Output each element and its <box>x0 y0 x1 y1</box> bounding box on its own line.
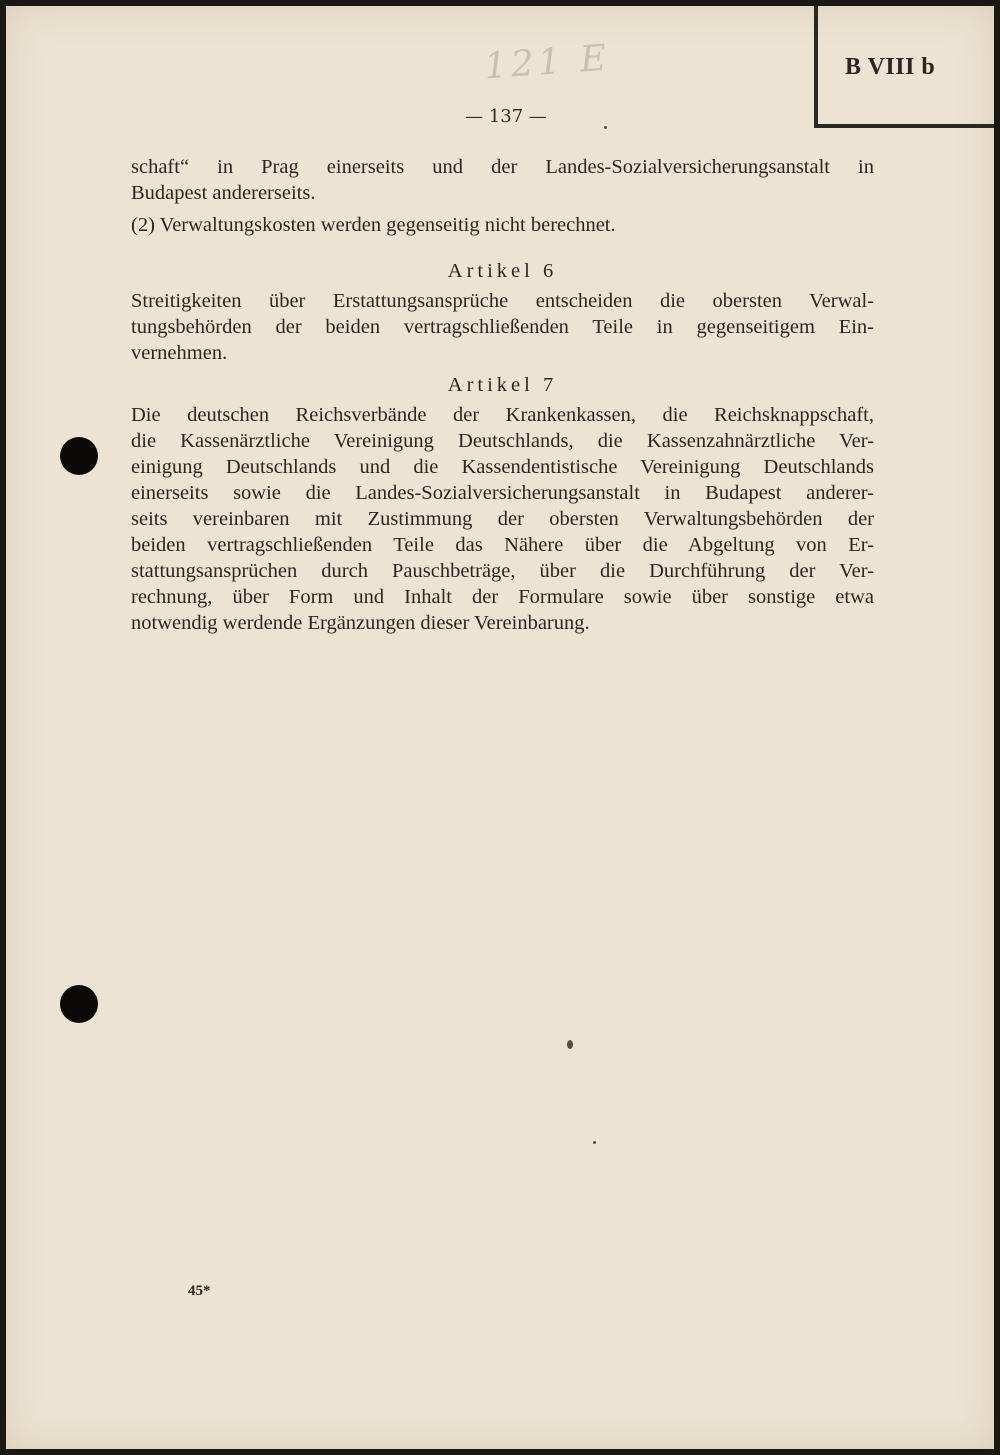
document-page <box>6 6 994 1449</box>
archive-stamp-label: B VIII b <box>845 54 936 80</box>
text-line: einerseits sowie die Landes-Sozialversicherungsanstalt in Budapest anderer- <box>131 482 874 504</box>
text-line: beiden vertragschließenden Teile das Nähere über die Abgeltung von Er- <box>131 534 874 556</box>
text-line: vernehmen. <box>131 342 228 364</box>
paper-speck <box>567 1040 573 1049</box>
pencil-annotation: 121 E <box>482 37 612 88</box>
paper-speck <box>593 1141 596 1144</box>
text-line: die Kassenärztliche Vereinigung Deutschlands, die Kassenzahnärztliche Ver- <box>131 430 874 452</box>
section-5-continuation <box>131 154 874 206</box>
text-line: einigung Deutschlands und die Kassendentistische Vereinigung Deutschlands <box>131 456 874 478</box>
text-line: stattungsansprüchen durch Pauschbeträge, über die Durchführung der Ver- <box>131 560 874 582</box>
text-line: Budapest andererseits. <box>131 182 316 204</box>
page-number: — 137 — <box>465 106 547 127</box>
text-line: seits vereinbaren mit Zustimmung der obersten Verwaltungsbehörden der <box>131 508 874 530</box>
text-line: rechnung, über Form und Inhalt der Formulare sowie über sonstige etwa <box>131 586 874 608</box>
punch-hole-lower <box>60 985 98 1023</box>
paper-speck <box>604 126 607 129</box>
article-7-heading: Artikel 7 <box>447 374 558 396</box>
punch-hole-upper <box>60 437 98 475</box>
text-line: Die deutschen Reichsverbände der Krankenkassen, die Reichsknappschaft, <box>131 404 874 426</box>
text-line: (2) Verwaltungskosten werden gegenseitig nicht berechnet. <box>131 214 616 236</box>
text-line: tungsbehörden der beiden vertragschließenden Teile in gegenseitigem Ein- <box>131 316 874 338</box>
article-6-body <box>131 288 874 366</box>
text-line: Streitigkeiten über Erstattungsansprüche entscheiden die obersten Verwal- <box>131 290 874 312</box>
text-line: notwendig werdende Ergänzungen dieser Vereinbarung. <box>131 612 590 634</box>
footer-signature-mark: 45* <box>188 1283 211 1299</box>
article-6-heading: Artikel 6 <box>447 260 558 282</box>
text-line: schaft“ in Prag einerseits und der Landes-Sozialversicherungsanstalt in <box>131 156 874 178</box>
paragraph-2 <box>131 212 874 238</box>
article-7-body <box>131 402 874 636</box>
